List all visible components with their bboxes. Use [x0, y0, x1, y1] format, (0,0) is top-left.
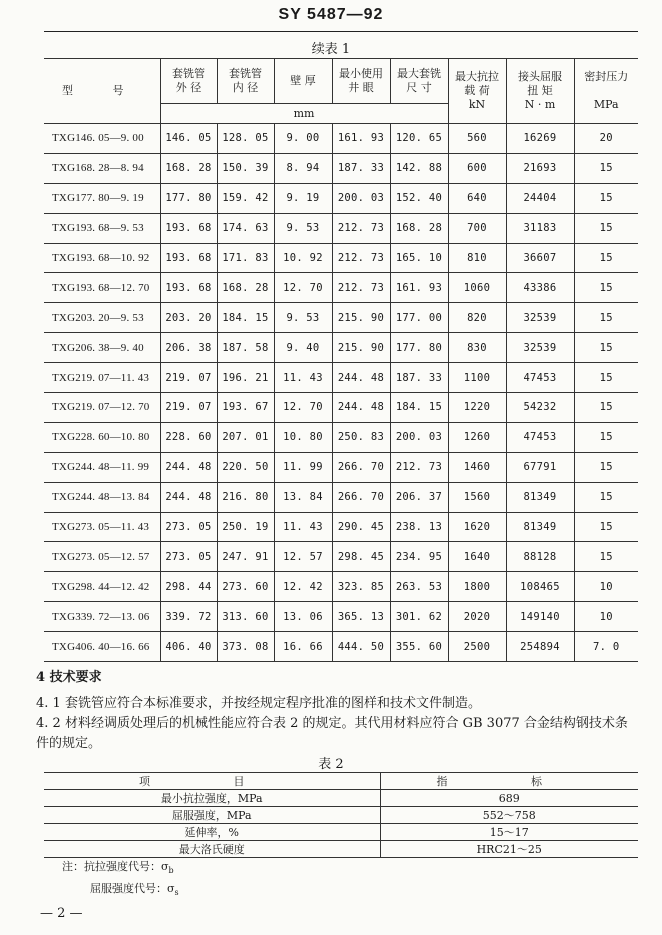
header-inner-diameter: 套铣管 内 径 [217, 59, 274, 104]
table2-caption: 表 2 [318, 757, 344, 772]
table-cell: 174. 63 [217, 213, 274, 243]
table-cell: 150. 39 [217, 153, 274, 183]
table-cell: 1260 [448, 422, 506, 452]
table-cell: 165. 10 [390, 243, 448, 273]
table-cell: 552～758 [380, 807, 638, 824]
table-cell: 323. 85 [332, 572, 390, 602]
table-row [44, 422, 638, 452]
document-code: SY 5487—92 [278, 6, 384, 23]
table-cell: 12. 42 [274, 572, 332, 602]
cell-model: TXG193. 68—12. 70 [44, 273, 160, 303]
table-cell: 212. 73 [332, 243, 390, 273]
table-cell: 247. 91 [217, 542, 274, 572]
mechanical-properties-table [44, 772, 638, 858]
header-max-mill-size: 最大套铣 尺 寸 [390, 59, 448, 104]
cell-model: TXG146. 05—9. 00 [44, 124, 160, 154]
table-cell: 54232 [506, 393, 574, 423]
table-cell: 207. 01 [217, 422, 274, 452]
table-cell: 36607 [506, 243, 574, 273]
table-cell: HRC21～25 [380, 841, 638, 858]
table-cell: 212. 73 [332, 213, 390, 243]
table-row [44, 572, 638, 602]
table-cell: 171. 83 [217, 243, 274, 273]
table-cell: 168. 28 [160, 153, 217, 183]
table-cell: 16269 [506, 124, 574, 154]
table-cell: 187. 33 [332, 153, 390, 183]
header-wall-thickness: 壁 厚 [274, 59, 332, 104]
cell-model: TXG273. 05—11. 43 [44, 512, 160, 542]
table-cell: 1560 [448, 482, 506, 512]
table-cell: 215. 90 [332, 303, 390, 333]
table-cell: 15 [574, 153, 638, 183]
table-cell: 254894 [506, 632, 574, 662]
table-cell: 9. 53 [274, 303, 332, 333]
table-cell: 67791 [506, 452, 574, 482]
table-row [44, 363, 638, 393]
table1-caption: 续表 1 [311, 42, 351, 57]
cell-model: TXG273. 05—12. 57 [44, 542, 160, 572]
table-cell: 193. 68 [160, 213, 217, 243]
table-cell: 187. 58 [217, 333, 274, 363]
table-cell: 15 [574, 452, 638, 482]
table-cell: 640 [448, 183, 506, 213]
table-cell: 32539 [506, 303, 574, 333]
table-cell: 700 [448, 213, 506, 243]
table-cell: 11. 43 [274, 512, 332, 542]
cell-model: TXG177. 80—9. 19 [44, 183, 160, 213]
table-cell: 24404 [506, 183, 574, 213]
table-cell: 15 [574, 183, 638, 213]
table-cell: 10 [574, 602, 638, 632]
table-cell: 120. 65 [390, 124, 448, 154]
table-cell: 219. 07 [160, 363, 217, 393]
table-cell: 47453 [506, 422, 574, 452]
cell-model: TXG206. 38—9. 40 [44, 333, 160, 363]
table-cell: 184. 15 [390, 393, 448, 423]
header-joint-yield-torque: 接头屈服 扭 矩 N · m [506, 59, 574, 124]
cell-model: TXG339. 72—13. 06 [44, 602, 160, 632]
table-cell: 216. 80 [217, 482, 274, 512]
table-cell: 81349 [506, 512, 574, 542]
table-cell: 15～17 [380, 824, 638, 841]
table-row [44, 153, 638, 183]
table-cell: 159. 42 [217, 183, 274, 213]
table-cell: 7. 0 [574, 632, 638, 662]
clause-4-2: 4. 2 材料经调质处理后的机械性能应符合表 2 的规定。其代用材料应符合 GB 3077 合金结构钢技术条件的规定。 [36, 716, 628, 751]
table-cell: 11. 43 [274, 363, 332, 393]
cell-model: TXG228. 60—10. 80 [44, 422, 160, 452]
table-cell: 15 [574, 243, 638, 273]
table-cell: 187. 33 [390, 363, 448, 393]
header-model: 型 号 [44, 59, 160, 124]
table-cell: 20 [574, 124, 638, 154]
table-row [44, 273, 638, 303]
table-cell: 13. 84 [274, 482, 332, 512]
table-cell: 108465 [506, 572, 574, 602]
table-cell: 161. 93 [390, 273, 448, 303]
specification-table [44, 58, 638, 662]
table-cell: 238. 13 [390, 512, 448, 542]
table-cell: 12. 57 [274, 542, 332, 572]
table-cell: 298. 45 [332, 542, 390, 572]
table-cell: 290. 45 [332, 512, 390, 542]
table-cell: 10 [574, 572, 638, 602]
table-cell: 81349 [506, 482, 574, 512]
table-cell: 10. 80 [274, 422, 332, 452]
t2-header-item: 项 目 [44, 773, 380, 790]
table-cell: 560 [448, 124, 506, 154]
table-cell: 830 [448, 333, 506, 363]
table-cell: 444. 50 [332, 632, 390, 662]
table-cell: 15 [574, 482, 638, 512]
table-cell: 355. 60 [390, 632, 448, 662]
table-cell: 88128 [506, 542, 574, 572]
table-cell: 最大洛氏硬度 [44, 841, 380, 858]
table-cell: 168. 28 [390, 213, 448, 243]
table-cell: 168. 28 [217, 273, 274, 303]
table-cell: 9. 40 [274, 333, 332, 363]
table-row [44, 790, 638, 807]
table-cell: 屈服强度，MPa [44, 807, 380, 824]
cell-model: TXG168. 28—8. 94 [44, 153, 160, 183]
table-cell: 234. 95 [390, 542, 448, 572]
table-cell: 266. 70 [332, 452, 390, 482]
table-cell: 15 [574, 512, 638, 542]
cell-model: TXG298. 44—12. 42 [44, 572, 160, 602]
table-cell: 128. 05 [217, 124, 274, 154]
table-cell: 15 [574, 393, 638, 423]
table-cell: 600 [448, 153, 506, 183]
table-cell: 810 [448, 243, 506, 273]
table-cell: 244. 48 [332, 393, 390, 423]
table-cell: 152. 40 [390, 183, 448, 213]
table-cell: 15 [574, 273, 638, 303]
table-cell: 延伸率，% [44, 824, 380, 841]
table-cell: 212. 73 [332, 273, 390, 303]
table-cell: 15 [574, 213, 638, 243]
table-cell: 1220 [448, 393, 506, 423]
table-cell: 12. 70 [274, 393, 332, 423]
table-row [44, 512, 638, 542]
table-cell: 196. 21 [217, 363, 274, 393]
table-cell: 1060 [448, 273, 506, 303]
table-cell: 13. 06 [274, 602, 332, 632]
table-cell: 365. 13 [332, 602, 390, 632]
table-row [44, 452, 638, 482]
table-cell: 15 [574, 542, 638, 572]
cell-model: TXG219. 07—12. 70 [44, 393, 160, 423]
cell-model: TXG244. 48—13. 84 [44, 482, 160, 512]
table-cell: 12. 70 [274, 273, 332, 303]
table-row [44, 213, 638, 243]
table-cell: 215. 90 [332, 333, 390, 363]
table-cell: 193. 68 [160, 273, 217, 303]
table-cell: 689 [380, 790, 638, 807]
table-cell: 15 [574, 363, 638, 393]
cell-model: TXG406. 40—16. 66 [44, 632, 160, 662]
cell-model: TXG203. 20—9. 53 [44, 303, 160, 333]
table-cell: 177. 80 [390, 333, 448, 363]
table-cell: 244. 48 [160, 482, 217, 512]
header-max-tensile-load: 最大抗拉 载 荷 kN [448, 59, 506, 124]
header-seal-pressure: 密封压力 MPa [574, 59, 638, 124]
table-cell: 273. 05 [160, 542, 217, 572]
table-cell: 313. 60 [217, 602, 274, 632]
table-cell: 406. 40 [160, 632, 217, 662]
cell-model: TXG193. 68—9. 53 [44, 213, 160, 243]
table-cell: 2500 [448, 632, 506, 662]
table-cell: 219. 07 [160, 393, 217, 423]
table-row [44, 807, 638, 824]
table-cell: 244. 48 [160, 452, 217, 482]
table-row [44, 393, 638, 423]
header-unit-mm: mm [160, 104, 448, 124]
table-row [44, 841, 638, 858]
table-row [44, 333, 638, 363]
note-tensile-symbol: 注：抗拉强度代号：$\sigma_b$ [62, 860, 174, 876]
table-cell: 161. 93 [332, 124, 390, 154]
table-cell: 244. 48 [332, 363, 390, 393]
table-cell: 1620 [448, 512, 506, 542]
table-cell: 228. 60 [160, 422, 217, 452]
table-cell: 149140 [506, 602, 574, 632]
table-cell: 最小抗拉强度，MPa [44, 790, 380, 807]
table-cell: 9. 00 [274, 124, 332, 154]
clause-4-1: 4. 1 套铣管应符合本标准要求，并按经规定程序批准的图样和技术文件制造。 [36, 696, 481, 711]
table-cell: 212. 73 [390, 452, 448, 482]
table-cell: 266. 70 [332, 482, 390, 512]
page-number: — 2 — [40, 906, 83, 921]
header-rule [44, 31, 638, 32]
table-cell: 339. 72 [160, 602, 217, 632]
table-cell: 200. 03 [332, 183, 390, 213]
table-cell: 820 [448, 303, 506, 333]
table-row [44, 243, 638, 273]
table-cell: 184. 15 [217, 303, 274, 333]
table-cell: 1100 [448, 363, 506, 393]
table-cell: 146. 05 [160, 124, 217, 154]
table-cell: 220. 50 [217, 452, 274, 482]
table-cell: 203. 20 [160, 303, 217, 333]
table-cell: 15 [574, 333, 638, 363]
cell-model: TXG193. 68—10. 92 [44, 243, 160, 273]
table-cell: 301. 62 [390, 602, 448, 632]
table-cell: 1800 [448, 572, 506, 602]
table-cell: 11. 99 [274, 452, 332, 482]
table-cell: 206. 38 [160, 333, 217, 363]
table-cell: 9. 53 [274, 213, 332, 243]
table-cell: 193. 67 [217, 393, 274, 423]
table-row [44, 482, 638, 512]
table-cell: 47453 [506, 363, 574, 393]
table-cell: 16. 66 [274, 632, 332, 662]
table-cell: 43386 [506, 273, 574, 303]
table-cell: 250. 83 [332, 422, 390, 452]
header-outer-diameter: 套铣管 外 径 [160, 59, 217, 104]
t2-header-value: 指 标 [380, 773, 638, 790]
table-row [44, 183, 638, 213]
table-cell: 9. 19 [274, 183, 332, 213]
table-cell: 2020 [448, 602, 506, 632]
table-cell: 263. 53 [390, 572, 448, 602]
table-cell: 177. 80 [160, 183, 217, 213]
cell-model: TXG219. 07—11. 43 [44, 363, 160, 393]
section-4-heading: 4 技术要求 [36, 670, 102, 685]
table-row [44, 824, 638, 841]
table-cell: 31183 [506, 213, 574, 243]
table-cell: 177. 00 [390, 303, 448, 333]
note-yield-symbol: 屈服强度代号：$\sigma_s$ [90, 882, 179, 898]
table-cell: 273. 05 [160, 512, 217, 542]
table-cell: 298. 44 [160, 572, 217, 602]
table-row [44, 124, 638, 154]
table-cell: 32539 [506, 333, 574, 363]
table-cell: 21693 [506, 153, 574, 183]
table-cell: 15 [574, 303, 638, 333]
table-row [44, 303, 638, 333]
table-cell: 206. 37 [390, 482, 448, 512]
table-cell: 15 [574, 422, 638, 452]
table-cell: 1460 [448, 452, 506, 482]
table-cell: 8. 94 [274, 153, 332, 183]
cell-model: TXG244. 48—11. 99 [44, 452, 160, 482]
table-row [44, 602, 638, 632]
table-cell: 373. 08 [217, 632, 274, 662]
table-row [44, 632, 638, 662]
table-cell: 193. 68 [160, 243, 217, 273]
table-cell: 200. 03 [390, 422, 448, 452]
table-cell: 273. 60 [217, 572, 274, 602]
table-cell: 1640 [448, 542, 506, 572]
table-cell: 10. 92 [274, 243, 332, 273]
table-cell: 250. 19 [217, 512, 274, 542]
table-row [44, 542, 638, 572]
header-min-bore: 最小使用 井 眼 [332, 59, 390, 104]
table-cell: 142. 88 [390, 153, 448, 183]
